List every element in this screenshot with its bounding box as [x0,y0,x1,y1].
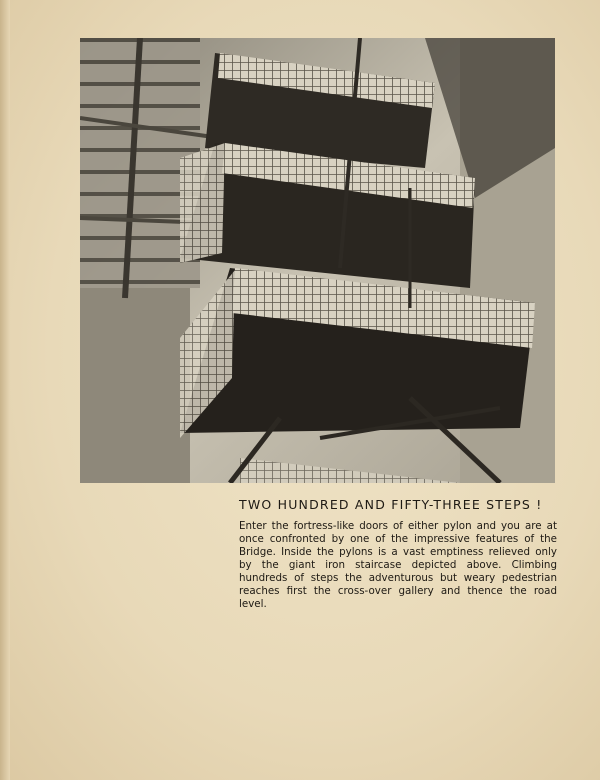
caption-body: Enter the fortress-like doors of either pylon and you are at once confronted by one of the impressive features of the Bridge. Inside the pylons is a vast emptiness relieved only by the giant iron staircase depicted above. Climbing hundreds of steps the adventurous but weary pedestrian reaches first the cross-over gallery and thence the road level. [239,520,557,610]
page-binding-edge [0,0,10,780]
staircase-photo-illustration [80,38,555,483]
caption-heading: TWO HUNDRED AND FIFTY-THREE STEPS ! [239,497,543,512]
photo-caption [239,497,557,611]
staircase-photograph [80,38,555,483]
